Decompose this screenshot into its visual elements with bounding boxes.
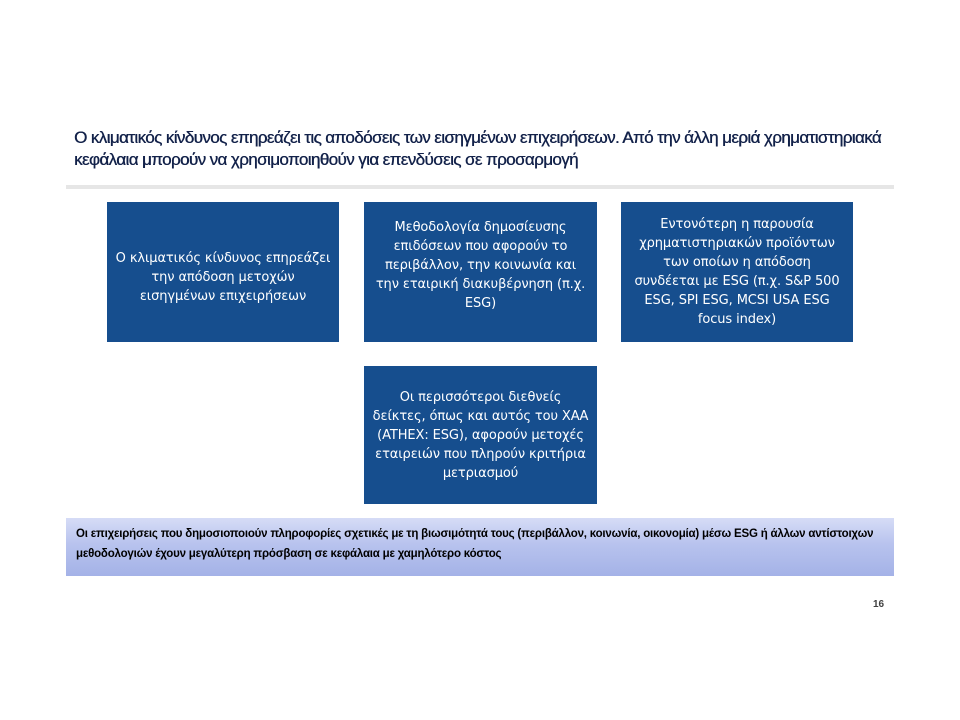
conclusion-banner: Οι επιχειρήσεις που δημοσιοποιούν πληροφορίες σχετικές με τη βιωσιμότητά τους (περιβάλλον, κοινωνία, οικονομία) μέσω ESG ή άλλων αντίστοιχων μεθοδολογιών έχουν μεγαλύτερη πρόσβαση σε κεφάλαια με χαμηλότερο κόστος [66,518,894,576]
info-box-esg-products [621,202,853,342]
page-number: 16 [873,599,885,610]
slide-title: Ο κλιματικός κίνδυνος επηρεάζει τις αποδόσεις των εισηγμένων επιχειρήσεων. Από την άλλη μεριά χρηματιστηριακά κεφάλαια μπορούν να χρησιμοποιηθούν για επενδύσεις σε προσαρμογή [74,128,882,169]
info-box-text: Μεθοδολογία δημοσίευσης επιδόσεων που αφορούν το περιβάλλον, την κοινωνία και την εταιρική διακυβέρνηση (π.χ. ESG) [375,219,586,311]
info-box-text: Οι περισσότεροι διεθνείς δείκτες, όπως και αυτός του ΧΑΑ (ATHEX: ESG), αφορούν μετοχές εταιρειών που πληρούν κριτήρια μετριασμού [372,389,589,481]
info-box-text: Εντονότερη η παρουσία χρηματιστηριακών προϊόντων των οποίων η απόδοση συνδέεται με ESG (π.χ. S&P 500 ESG, SPI ESG, MCSI USA ESG focus index) [634,217,840,327]
info-box-text: Ο κλιματικός κίνδυνος επηρεάζει την απόδοση μετοχών εισηγμένων επιχειρήσεων [115,250,331,304]
info-box-climate-risk [107,202,339,342]
info-box-esg-methodology [364,202,597,342]
title-divider [66,185,894,189]
info-box-international-indices [364,366,597,504]
